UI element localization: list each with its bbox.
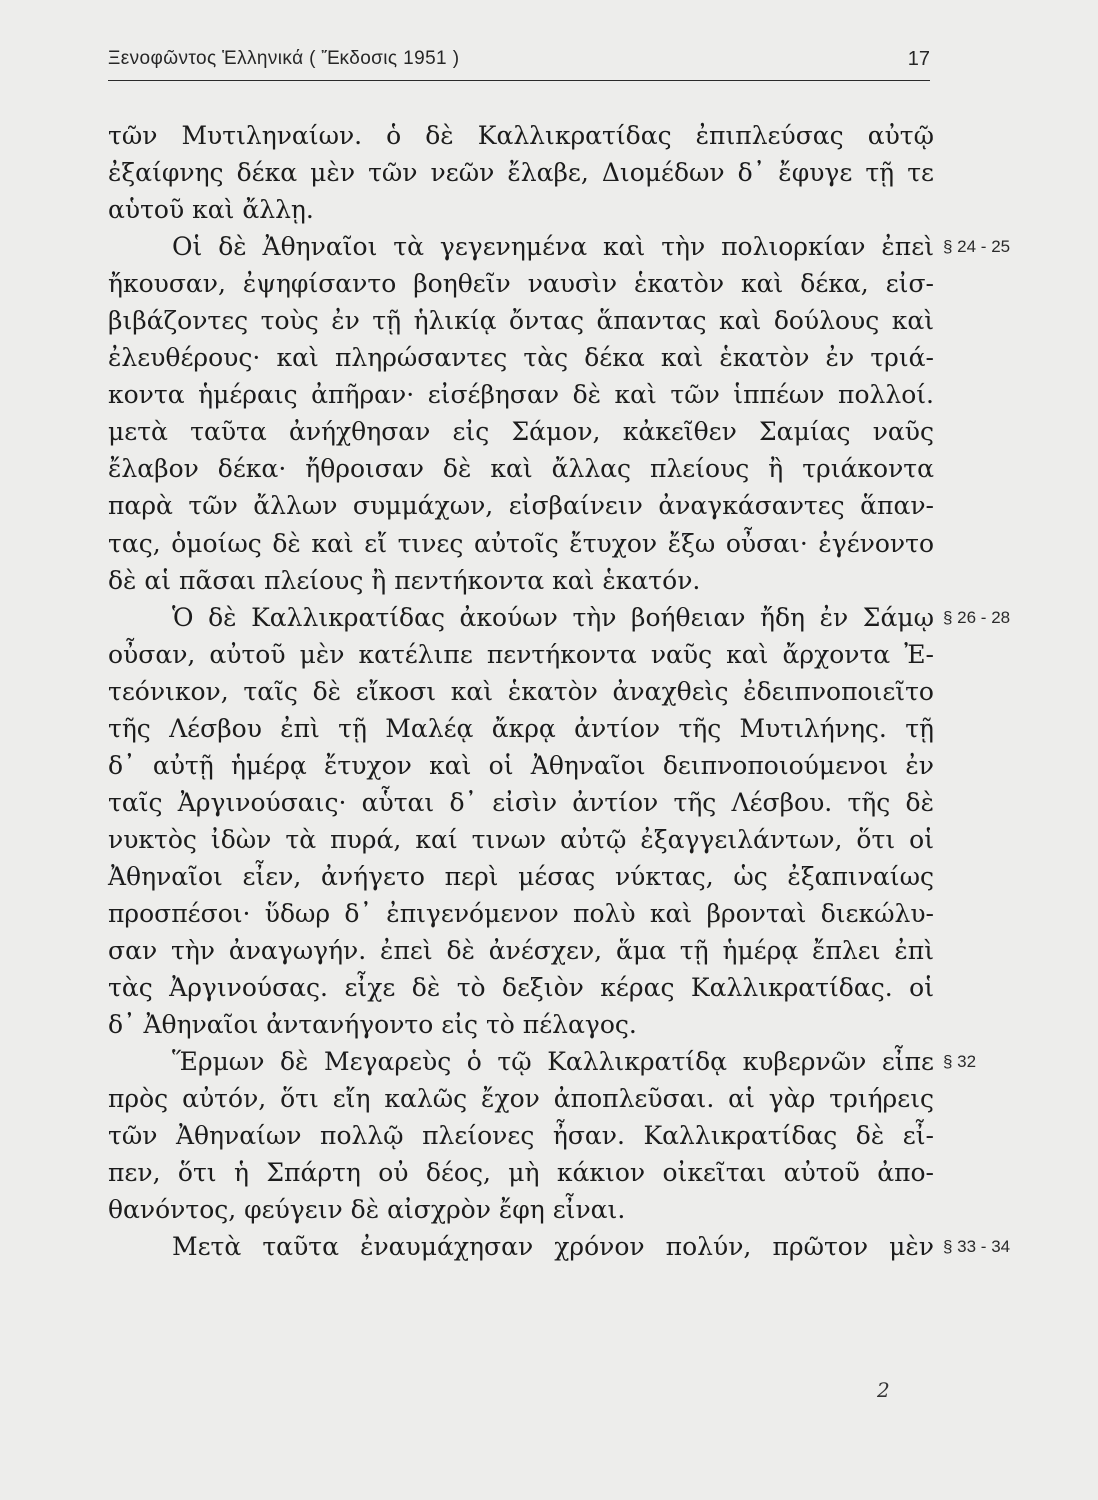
text-line: νυκτὸς ἰδὼν τὰ πυρά, καί τινων αὐτῷ ἐξαγγειλάντων, ὅτι οἱ <box>108 824 934 854</box>
section-reference: § 24 - 25 <box>943 237 1011 257</box>
text-line: θανόντος, φεύγειν δὲ αἰσχρὸν ἔφη εἶναι. <box>108 1195 626 1225</box>
text-line: παρὰ τῶν ἄλλων συμμάχων, εἰσβαίνειν ἀναγκάσαντες ἅπαν- <box>108 491 934 521</box>
text-line: ἐξαίφνης δέκα μὲν τῶν νεῶν ἔλαβε, Διομέδων δ᾽ ἔφυγε τῇ τε <box>108 158 934 188</box>
text-line: κοντα ἡμέραις ἀπῆραν· εἰσέβησαν δὲ καὶ τῶν ἱππέων πολλοί. <box>108 380 934 410</box>
signature-mark: 2 <box>877 1378 890 1402</box>
page-number: 17 <box>907 48 930 70</box>
text-line: Ὁ δὲ Καλλικρατίδας ἀκούων τὴν βοήθειαν ἤδη ἐν Σάμῳ § 26 - 28 <box>108 599 934 636</box>
text-line: μετὰ ταῦτα ἀνήχθησαν εἰς Σάμον, κἀκεῖθεν Σαμίας ναῦς <box>108 417 934 447</box>
text-line: τῶν Μυτιληναίων. ὁ δὲ Καλλικρατίδας ἐπιπλεύσας αὐτῷ <box>108 121 934 150</box>
text-line: Οἱ δὲ Ἀθηναῖοι τὰ γεγενημένα καὶ τὴν πολιορκίαν ἐπεὶ § 24 - 25 <box>108 228 934 265</box>
header-title: Ξενοφῶντος Ἑλληνικά ( Ἔκδοσις 1951 ) <box>108 48 460 69</box>
text-line: σαν τὴν ἀναγωγήν. ἐπεὶ δὲ ἀνέσχεν, ἅμα τῇ ἡμέρᾳ ἔπλει ἐπὶ <box>108 936 934 966</box>
running-header <box>108 46 930 81</box>
text-line: Ἀθηναῖοι εἶεν, ἀνήγετο περὶ μέσας νύκτας, ὡς ἐξαπιναίως <box>108 861 934 891</box>
text-line: Ἕρμων δὲ Μεγαρεὺς ὁ τῷ Καλλικρατίδᾳ κυβερνῶν εἶπε § 32 <box>108 1043 934 1080</box>
text-line: τῆς Λέσβου ἐπὶ τῇ Μαλέᾳ ἄκρᾳ ἀντίον τῆς Μυτιλήνης. τῇ <box>108 713 934 743</box>
text-line: βιβάζοντες τοὺς ἐν τῇ ἡλικίᾳ ὄντας ἅπαντας καὶ δούλους καὶ <box>108 306 934 336</box>
text-line: δ᾽ αὐτῇ ἡμέρᾳ ἔτυχον καὶ οἱ Ἀθηναῖοι δειπνοποιούμενοι ἐν <box>108 750 934 780</box>
text-line: τεόνικον, ταῖς δὲ εἴκοσι καὶ ἑκατὸν ἀναχθεὶς ἐδειπνοποιεῖτο <box>108 676 934 706</box>
text-line: αὑτοῦ καὶ ἄλλῃ. <box>108 195 314 225</box>
text-line: ἤκουσαν, ἐψηφίσαντο βοηθεῖν ναυσὶν ἑκατὸν καὶ δέκα, εἰσ- <box>108 269 934 299</box>
text-line: Μετὰ ταῦτα ἐναυμάχησαν χρόνον πολύν, πρῶτον μὲν § 33 - 34 <box>108 1228 934 1265</box>
text-line: δὲ αἱ πᾶσαι πλείους ἢ πεντήκοντα καὶ ἑκατόν. <box>108 565 701 595</box>
text-line: πεν, ὅτι ἡ Σπάρτη οὐ δέος, μὴ κάκιον οἰκεῖται αὐτοῦ ἀπο- <box>108 1158 934 1188</box>
section-reference: § 32 <box>943 1052 977 1072</box>
section-reference: § 26 - 28 <box>943 607 1011 627</box>
text-line: δ᾽ Ἀθηναῖοι ἀντανήγοντο εἰς τὸ πέλαγος. <box>108 1010 637 1040</box>
main-text <box>108 117 1011 1265</box>
text-line: τας, ὁμοίως δὲ καὶ εἴ τινες αὐτοῖς ἔτυχον ἔξω οὖσαι· ἐγένοντο <box>108 528 934 558</box>
text-line: ἔλαβον δέκα· ἤθροισαν δὲ καὶ ἄλλας πλείους ἢ τριάκοντα <box>108 454 934 484</box>
text-line: προσπέσοι· ὕδωρ δ᾽ ἐπιγενόμενον πολὺ καὶ βρονταὶ διεκώλυ- <box>108 898 934 928</box>
text-line: τῶν Ἀθηναίων πολλῷ πλείονες ἦσαν. Καλλικρατίδας δὲ εἶ- <box>108 1121 934 1151</box>
text-line: ἐλευθέρους· καὶ πληρώσαντες τὰς δέκα καὶ ἑκατὸν ἐν τριά- <box>108 343 934 373</box>
text-line: οὖσαν, αὐτοῦ μὲν κατέλιπε πεντήκοντα ναῦς καὶ ἄρχοντα Ἐ- <box>108 639 934 669</box>
text-line: πρὸς αὐτόν, ὅτι εἴη καλῶς ἔχον ἀποπλεῦσαι. αἱ γὰρ τριήρεις <box>108 1084 934 1114</box>
text-line: τὰς Ἀργινούσας. εἶχε δὲ τὸ δεξιὸν κέρας Καλλικρατίδας. οἱ <box>108 973 934 1003</box>
section-reference: § 33 - 34 <box>943 1237 1011 1257</box>
text-line: ταῖς Ἀργινούσαις· αὗται δ᾽ εἰσὶν ἀντίον τῆς Λέσβου. τῆς δὲ <box>108 787 934 817</box>
